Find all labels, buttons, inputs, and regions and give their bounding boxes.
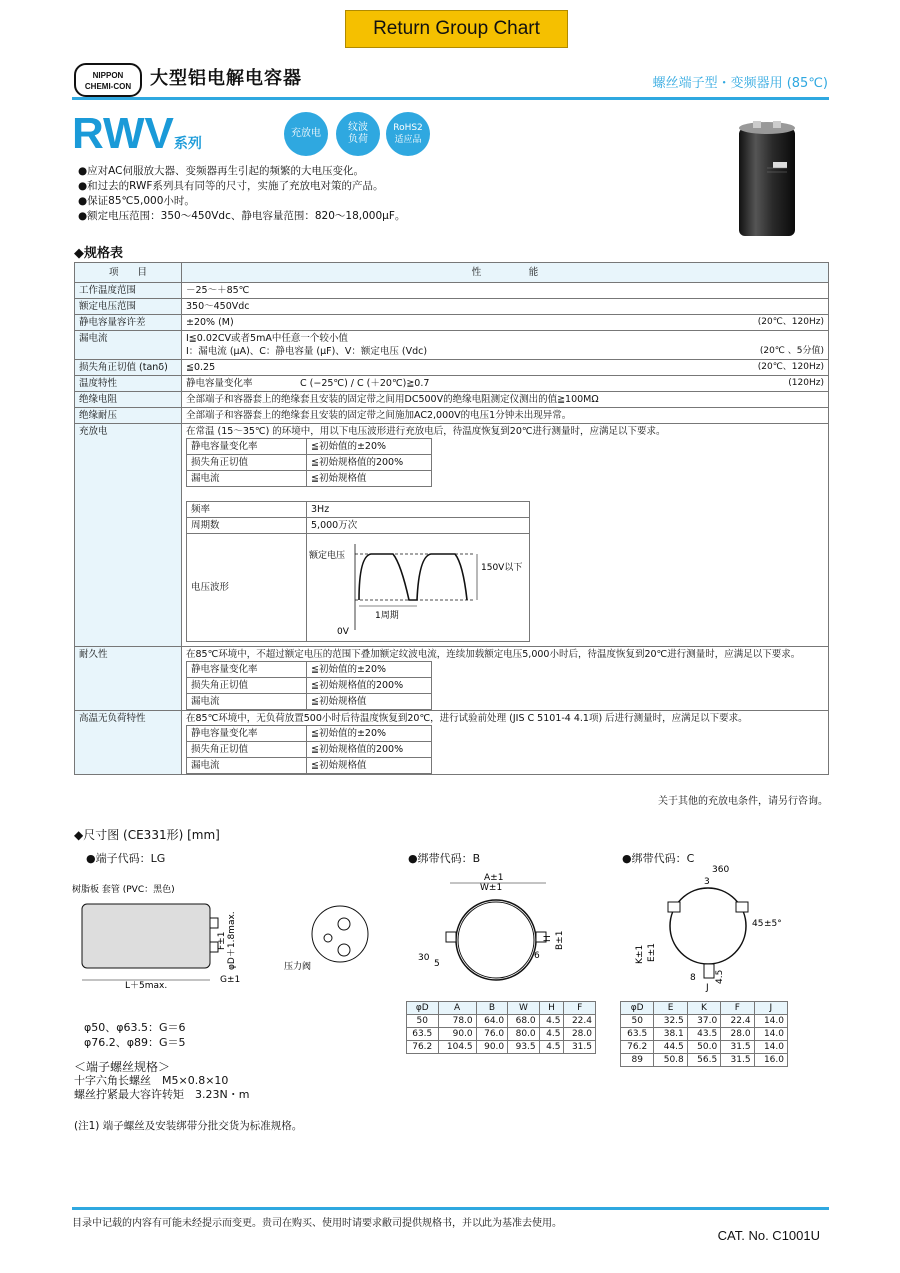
spec-value: 全部端子和容器套上的绝缘套且安装的固定带之间施加AC2,000V的电压1分钟未出现异常。 [182, 408, 829, 424]
logo-line1: NIPPON [92, 71, 124, 80]
badge-label: 充放电 [291, 128, 321, 139]
phid-dim-label: φD＋1.8max. [227, 911, 237, 970]
spec-value: ≦0.25 (20℃、120Hz) [182, 360, 829, 376]
td: 50.8 [654, 1054, 687, 1067]
category-label: 螺丝端子型・变频器用 (85℃) [652, 76, 828, 91]
req-label: 漏电流 [187, 471, 307, 487]
j-dim-label: J [706, 983, 709, 992]
freq-label: 频率 [187, 502, 307, 518]
e-dim-label: E±1 [647, 943, 657, 962]
table-row [621, 1015, 788, 1028]
header-divider [72, 97, 829, 100]
spec-label: 损失角正切值 (tanδ) [75, 360, 182, 376]
td: 37.0 [687, 1015, 720, 1028]
table-row [621, 1054, 788, 1067]
req-value: ≦初始值的±20% [307, 439, 432, 455]
b-code-title: ●绑带代码：B [408, 852, 481, 865]
wave-label: 电压波形 [187, 534, 307, 642]
c-45-label: 45 [752, 919, 764, 929]
c-3-label: 3 [704, 877, 710, 887]
return-group-chart-button[interactable]: Return Group Chart [345, 10, 568, 48]
th: K [687, 1002, 720, 1015]
g-note: φ76.2、φ89：G＝5 [84, 1036, 186, 1049]
charge-discharge-cell [182, 424, 829, 647]
td: 63.5 [407, 1028, 439, 1041]
spec-label: 温度特性 [75, 376, 182, 392]
req-value: ≦初始规格值的200% [307, 742, 432, 758]
table-row [407, 1028, 596, 1041]
spec-value: I≦0.02CV或者5mA中任意一个较小值 I：漏电流 (μA)、C：静电容量 (μF)、V：额定电压 (Vdc) (20℃ 、5分值) [182, 331, 829, 360]
lg-dimension-drawing [70, 876, 400, 996]
td: 93.5 [508, 1041, 540, 1054]
td: 76.2 [407, 1041, 439, 1054]
th: J [754, 1002, 787, 1015]
td: 76.2 [621, 1041, 654, 1054]
lg-code-title: ●端子代码：LG [86, 852, 166, 865]
cycles-label: 周期数 [187, 518, 307, 534]
spec-note: 关于其他的充放电条件，请另行咨询。 [658, 796, 828, 807]
td: 14.0 [754, 1015, 787, 1028]
spec-value: ±20% (M) (20℃、120Hz) [182, 315, 829, 331]
req-label: 损失角正切值 [187, 678, 307, 694]
td: 90.0 [476, 1041, 508, 1054]
catalog-number: CAT. No. C1001U [717, 1228, 820, 1243]
td: 14.0 [754, 1028, 787, 1041]
shelf-req-table [186, 725, 432, 774]
th: W [508, 1002, 540, 1015]
logo-line2: CHEMI-CON [84, 82, 132, 91]
td: 32.5 [654, 1015, 687, 1028]
table-row [621, 1028, 788, 1041]
b-6-label: 6 [534, 951, 540, 961]
wave-period-label: 1周期 [375, 611, 399, 621]
td: 50 [407, 1015, 439, 1028]
badge-rohs [386, 112, 430, 156]
td: 78.0 [438, 1015, 476, 1028]
h-dim-label: H [543, 935, 553, 942]
req-value: ≦初始规格值的200% [307, 678, 432, 694]
td: 14.0 [754, 1041, 787, 1054]
wave-150v-label: 150V以下 [481, 563, 523, 573]
page-title: 大型铝电解电容器 [150, 68, 302, 89]
th: φD [621, 1002, 654, 1015]
req-value: ≦初始规格值 [307, 471, 432, 487]
req-label: 静电容量变化率 [187, 726, 307, 742]
spec-label: 耐久性 [75, 647, 182, 711]
spec-condition: (20℃ 、5分值) [759, 346, 824, 356]
charge-cond-table [186, 501, 530, 642]
td: 43.5 [687, 1028, 720, 1041]
spec-heading: ◆规格表 [74, 246, 123, 261]
spec-label: 绝缘耐压 [75, 408, 182, 424]
feature-item: ●保证85℃5,000小时。 [78, 195, 195, 207]
c-5deg-label: ±5° [764, 919, 782, 929]
td: 22.4 [564, 1015, 596, 1028]
series-name [72, 110, 202, 168]
shelf-cell [182, 711, 829, 775]
td: 80.0 [508, 1028, 540, 1041]
badge-charge-discharge [284, 112, 328, 156]
td: 31.5 [564, 1041, 596, 1054]
req-value: ≦初始值的±20% [307, 726, 432, 742]
w-dim-label: W±1 [480, 883, 503, 893]
table-row [407, 1015, 596, 1028]
td: 50.0 [687, 1041, 720, 1054]
td: 4.5 [539, 1041, 564, 1054]
feature-list [78, 164, 405, 224]
td: 90.0 [438, 1028, 476, 1041]
req-label: 损失角正切值 [187, 742, 307, 758]
th: B [476, 1002, 508, 1015]
shelf-text: 在85℃环境中，无负荷放置500小时后待温度恢复到20℃，进行试验前处理 (JIS C 5101-4 4.1项) 后进行测量时，应满足以下要求。 [186, 713, 748, 724]
col-perf-header: 性 能 [182, 263, 829, 283]
screw-title: ＜端子螺丝规格＞ [74, 1060, 171, 1074]
req-value: ≦初始规格值 [307, 694, 432, 710]
screw-spec [74, 1060, 249, 1102]
req-label: 静电容量变化率 [187, 439, 307, 455]
sleeve-label: 树脂板 套管 (PVC：黑色) [72, 885, 175, 895]
td: 16.0 [754, 1054, 787, 1067]
b-dim-label: B±1 [555, 930, 565, 950]
td: 4.5 [539, 1028, 564, 1041]
nippon-chemicon-logo [74, 63, 142, 97]
spec-label: 绝缘电阻 [75, 392, 182, 408]
wave-0v-label: 0V [337, 627, 349, 637]
td: 31.5 [721, 1041, 754, 1054]
series-code: RWV [72, 109, 174, 158]
th: H [539, 1002, 564, 1015]
screw-line: 螺丝拧紧最大容许转矩 3.23N・m [74, 1088, 250, 1101]
td: 63.5 [621, 1028, 654, 1041]
td: 50 [621, 1015, 654, 1028]
endurance-text: 在85℃环境中，不超过额定电压的范围下叠加额定纹波电流，连续加载额定电压5,000小时后，待温度恢复到20℃进行测量时，应满足以下要求。 [186, 649, 801, 660]
g-notes [84, 1020, 186, 1050]
th: F [721, 1002, 754, 1015]
b-dimension-table [406, 1001, 596, 1054]
th: E [654, 1002, 687, 1015]
req-label: 漏电流 [187, 694, 307, 710]
endurance-cell [182, 647, 829, 711]
spec-condition: (20℃、120Hz) [757, 317, 824, 327]
freq-value: 3Hz [307, 502, 530, 518]
c-360-label: 360 [712, 865, 730, 875]
th: A [438, 1002, 476, 1015]
col-item-header: 项 目 [75, 263, 182, 283]
td: 22.4 [721, 1015, 754, 1028]
capacitor-photo [737, 118, 797, 240]
series-suffix: 系列 [173, 136, 202, 152]
cycles-value: 5,000万次 [307, 518, 530, 534]
req-label: 漏电流 [187, 758, 307, 774]
spec-label: 高温无负荷特性 [75, 711, 182, 775]
endurance-req-table [186, 661, 432, 710]
l-dim-label: L＋5max. [125, 981, 168, 991]
c-dimension-table [620, 1001, 788, 1067]
valve-label: 压力阀 [284, 962, 312, 972]
feature-item: ●和过去的RWF系列具有同等的尺寸，实施了充放电对策的产品。 [78, 180, 384, 192]
b-band-drawing [410, 870, 590, 990]
terminal-note: (注1) 端子螺丝及安装绑带分批交货为标准规格。 [74, 1120, 303, 1132]
k-dim-label: K±1 [635, 944, 645, 964]
charge-req-table [186, 438, 432, 487]
td: 89 [621, 1054, 654, 1067]
table-row [407, 1041, 596, 1054]
spec-label: 工作温度范围 [75, 283, 182, 299]
spec-value: －25～＋85℃ [182, 283, 829, 299]
b-5-label: 5 [434, 959, 440, 969]
td: 68.0 [508, 1015, 540, 1028]
td: 31.5 [721, 1054, 754, 1067]
spec-condition: (20℃、120Hz) [757, 362, 824, 372]
voltage-waveform [307, 534, 529, 637]
req-value: ≦初始值的±20% [307, 662, 432, 678]
spec-condition: (120Hz) [788, 378, 824, 388]
footer-disclaimer: 目录中记载的内容有可能未经提示而变更。贵司在购买、使用时请要求敝司提供规格书，并以此为基准去使用。 [72, 1207, 829, 1229]
td: 4.5 [539, 1015, 564, 1028]
td: 56.5 [687, 1054, 720, 1067]
spec-label: 充放电 [75, 424, 182, 647]
screw-line: 十字六角长螺丝 M5×0.8×10 [74, 1074, 229, 1087]
c-code-title: ●绑带代码：C [622, 852, 695, 865]
spec-value: 350～450Vdc [182, 299, 829, 315]
spec-label: 额定电压范围 [75, 299, 182, 315]
a-dim-label: A±1 [484, 873, 504, 883]
td: 44.5 [654, 1041, 687, 1054]
waveform-cell [307, 534, 530, 642]
badge-label: RoHS2 适应品 [393, 123, 423, 145]
badge-ripple [336, 112, 380, 156]
feature-item: ●额定电压范围：350～450Vdc、静电容量范围：820～18,000μF。 [78, 210, 406, 222]
spec-table [74, 262, 829, 775]
table-row [621, 1041, 788, 1054]
spec-label: 漏电流 [75, 331, 182, 360]
th: F [564, 1002, 596, 1015]
f-dim-label: F±1 [217, 931, 227, 950]
g-dim-label: G±1 [220, 975, 241, 985]
th: φD [407, 1002, 439, 1015]
c-8-label: 8 [690, 973, 696, 983]
spec-value: 全部端子和容器套上的绝缘套且安装的固定带之间用DC500V的绝缘电阻测定仪测出的值≧100MΩ [182, 392, 829, 408]
td: 28.0 [564, 1028, 596, 1041]
td: 28.0 [721, 1028, 754, 1041]
td: 38.1 [654, 1028, 687, 1041]
badge-label: 纹波 负荷 [348, 122, 368, 145]
feature-item: ●应对AC伺服放大器、变频器再生引起的频繁的大电压变化。 [78, 165, 364, 177]
c-4.5-label: 4.5 [715, 969, 725, 984]
g-note: φ50、φ63.5：G＝6 [84, 1021, 186, 1034]
req-value: ≦初始规格值的200% [307, 455, 432, 471]
req-label: 损失角正切值 [187, 455, 307, 471]
charge-text: 在常温 (15～35℃) 的环境中，用以下电压波形进行充放电后，待温度恢复到20℃进行测量时，应满足以下要求。 [186, 426, 666, 437]
spec-value: 静电容量变化率 C (−25℃) / C (＋20℃)≧0.7 (120Hz) [182, 376, 829, 392]
td: 104.5 [438, 1041, 476, 1054]
td: 64.0 [476, 1015, 508, 1028]
angle-30-label: 30 [418, 953, 430, 963]
td: 76.0 [476, 1028, 508, 1041]
req-value: ≦初始规格值 [307, 758, 432, 774]
c-band-drawing [630, 862, 800, 992]
wave-rated-label: 额定电压 [309, 551, 346, 561]
req-label: 静电容量变化率 [187, 662, 307, 678]
spec-label: 静电容量容许差 [75, 315, 182, 331]
dimension-heading: ◆尺寸图 (CE331形) [mm] [74, 828, 220, 842]
